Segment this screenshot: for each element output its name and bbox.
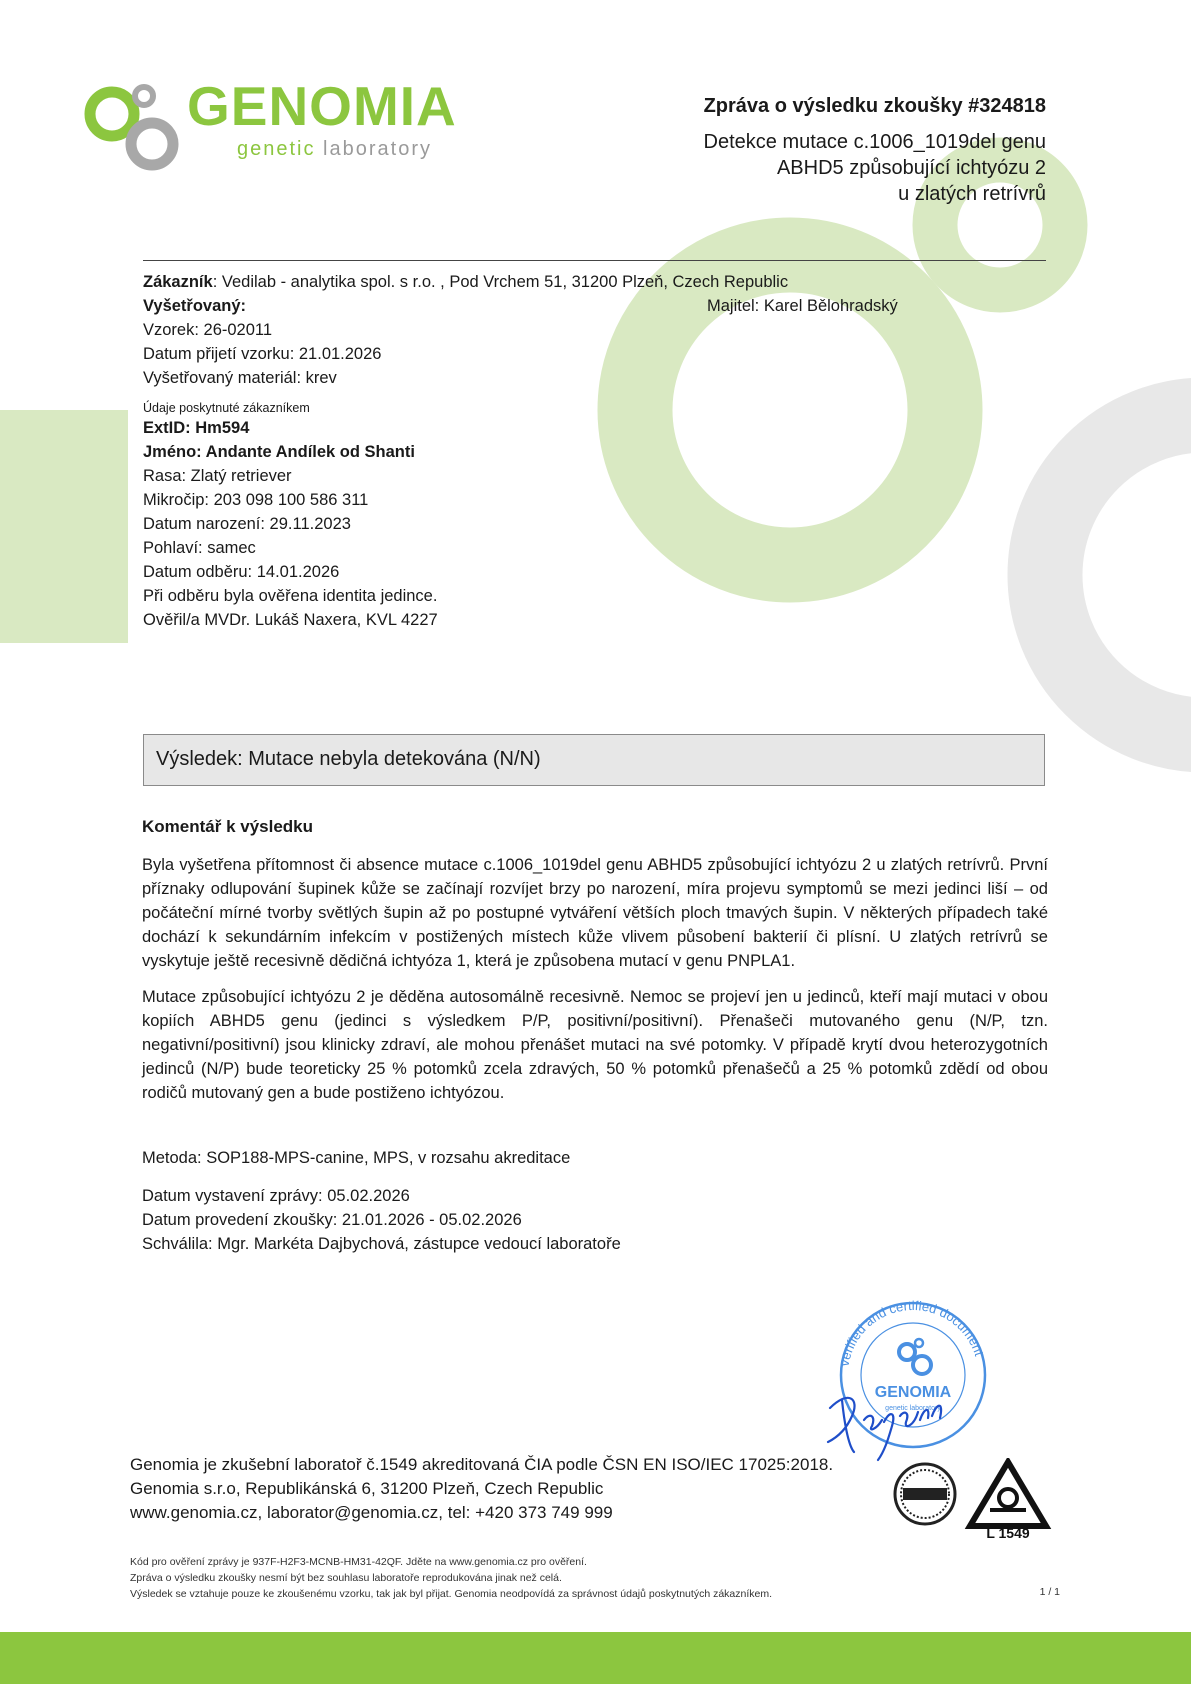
approved-by: Schválila: Mgr. Markéta Dajbychová, zástupce vedoucí laboratoře: [142, 1235, 621, 1253]
bottom-green-bar: [0, 1632, 1191, 1684]
fine-print: [130, 1554, 1060, 1602]
test-date: Datum provedení zkoušky: 21.01.2026 - 05.02.2026: [142, 1211, 522, 1229]
report-header: [486, 95, 1046, 207]
genomia-logo: [84, 75, 514, 172]
verified-by: Ověřil/a MVDr. Lukáš Naxera, KVL 4227: [143, 611, 438, 629]
comment-heading: Komentář k výsledku: [142, 817, 314, 836]
examined-label: Vyšetřovaný:: [143, 297, 247, 315]
address-line: Genomia s.r.o, Republikánská 6, 31200 Plzeň, Czech Republic: [130, 1479, 604, 1498]
page-number: 1 / 1: [1039, 1586, 1060, 1598]
ext-id: ExtID: Hm594: [143, 419, 250, 437]
accreditation-line: Genomia je zkušební laboratoř č.1549 akreditovaná ČIA podle ČSN EN ISO/IEC 17025:2018.: [130, 1455, 834, 1474]
animal-name: Jméno: Andante Andílek od Shanti: [143, 443, 415, 461]
stamp-name: GENOMIA: [874, 1384, 952, 1401]
contact-line: www.genomia.cz, laborator@genomia.cz, tel: +420 373 749 999: [130, 1503, 613, 1522]
stamp-logo-icon: [899, 1339, 931, 1374]
sex: Pohlaví: samec: [143, 539, 256, 557]
verification-code: Kód pro ověření zprávy je 937F-H2F3-MCNB-HM31-42QF. Jděte na www.genomia.cz pro ověření.: [130, 1556, 587, 1568]
material: Vyšetřovaný materiál: krev: [143, 369, 337, 387]
identity-verified: Při odběru byla ověřena identita jedince.: [143, 587, 438, 605]
microchip: Mikročip: 203 098 100 586 311: [143, 491, 369, 509]
logo-circles-icon: [84, 82, 184, 172]
liability-note: Výsledek se vztahuje pouze ke zkoušenému vzorku, tak jak byl přijat. Genomia neodpovídá za správnost údajů poskytnutých zákazníkem.: [130, 1588, 773, 1600]
logo-tagline: genetic laboratory: [237, 138, 432, 160]
issue-date: Datum vystavení zprávy: 05.02.2026: [142, 1187, 410, 1205]
result-text: Výsledek: Mutace nebyla detekována (N/N): [156, 748, 541, 770]
collection-date: Datum odběru: 14.01.2026: [143, 563, 340, 581]
receipt-date: Datum přijetí vzorku: 21.01.2026: [143, 345, 382, 363]
iso-seal-icon: [895, 1464, 955, 1524]
accreditation-number: L 1549: [986, 1525, 1030, 1540]
result-comment: [142, 815, 1048, 1117]
logo-wordmark: GENOMIA: [187, 75, 457, 137]
comment-paragraph-1: Byla vyšetřena přítomnost či absence mutace c.1006_1019del genu ABHD5 způsobující ichtyózu 2 u zlatých retrívrů. První příznaky odlupování šupinek kůže se začínají rozvíjet brzy po narození, míra projevu symptomů se mezi jedinci liší – od počáteční mírné tvorby světlých šupin až po postupné vytváření větších ploch tmavých šupin. V některých případech také dochází k sekundárním infekcím v postižených místech kůže vlivem působení bakterií či plísní. U zlatých retrívrů se vyskytuje ještě recesivně dědičná ichtyóza 1, která je způsobena mutací v genu PNPLA1.: [142, 856, 1048, 970]
cia-accreditation-icon: [970, 1462, 1046, 1526]
report-title: Zpráva o výsledku zkoušky #324818: [703, 95, 1046, 117]
report-dates: [142, 1184, 621, 1256]
left-green-block: [0, 410, 128, 643]
grey-ring: [1045, 415, 1191, 735]
birth-date: Datum narození: 29.11.2023: [143, 515, 351, 533]
customer-data-note: Údaje poskytnuté zákazníkem: [143, 401, 310, 415]
report-subtitle: Detekce mutace c.1006_1019del genu ABHD5 způsobující ichtyózu 2 u zlatých retrívrů: [703, 131, 1046, 205]
comment-paragraph-2: Mutace způsobující ichtyózu 2 je děděna autosomálně recesivně. Nemoc se projeví jen u jedinců, kteří mají mutaci v obou kopiích ABHD5 genu (jedinci s výsledkem P/P, positivní/positivní). Přenašeči mutovaného genu (N/P, tzn. negativní/positivní) jsou klinicky zdraví, ale mohou přenášet mutaci na své potomky. V případě krytí dvou heterozygotních jedinců (N/P) bude teoreticky 25 % potomků zcela zdravých, 50 % potomků přenašečů a 25 % potomků zdědí od obou rodičů mutovaný gen a bude postiženo ichtyózou.: [142, 988, 1048, 1102]
customer-line: Zákazník: Vedilab - analytika spol. s r.o. , Pod Vrchem 51, 31200 Plzeň, Czech Republic: [143, 273, 789, 291]
owner: Majitel: Karel Bělohradský: [707, 297, 898, 315]
sample-number: Vzorek: 26-02011: [143, 321, 273, 339]
certification-stamp: [818, 1280, 1008, 1480]
stamp-ring-text: verified and certified document: [836, 1297, 987, 1368]
header-divider: [143, 260, 1046, 261]
lab-footer: [130, 1453, 833, 1525]
breed: Rasa: Zlatý retriever: [143, 467, 292, 485]
reproduction-note: Zpráva o výsledku zkoušky nesmí být bez souhlasu laboratoře reprodukována jinak než celá.: [130, 1572, 562, 1584]
result-box: [143, 734, 1045, 786]
sample-info: [143, 270, 923, 632]
method: Metoda: SOP188-MPS-canine, MPS, v rozsahu akreditace: [142, 1149, 571, 1167]
stamp-sub: genetic laboratory: [885, 1405, 941, 1412]
accreditation-marks: [890, 1458, 1060, 1540]
